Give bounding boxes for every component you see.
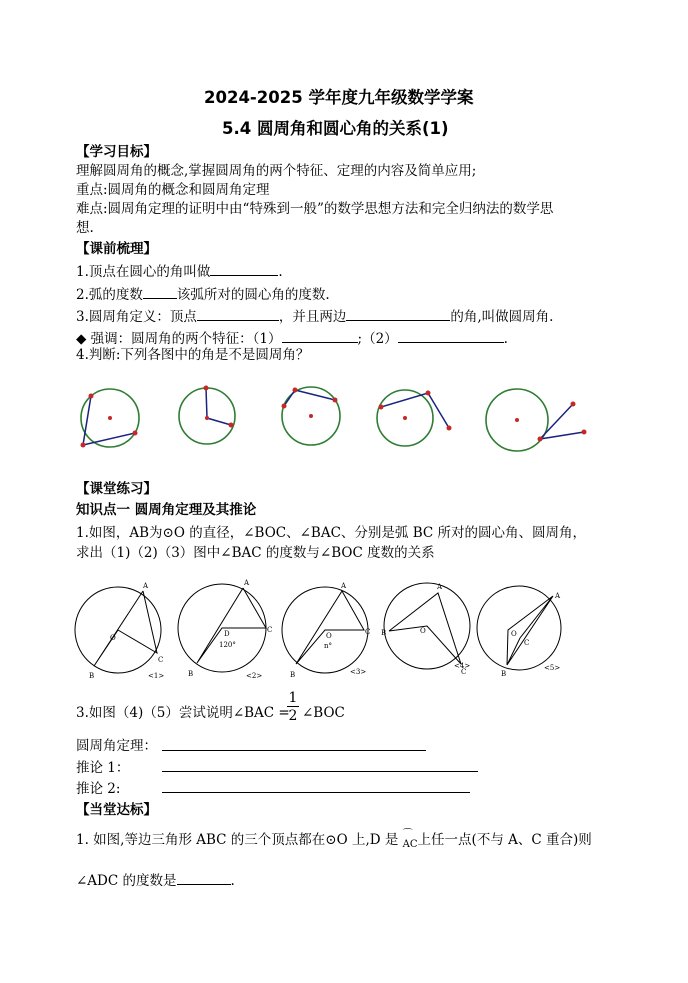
arc-ac bbox=[402, 829, 418, 854]
judge-figures bbox=[0, 378, 688, 468]
fig1-caption: <1> bbox=[148, 672, 165, 680]
target-q1-line1 bbox=[76, 831, 592, 851]
arc-label: AC bbox=[402, 839, 418, 850]
fig4-label-b: B bbox=[381, 629, 387, 637]
preview-heading: 【课前梳理】 bbox=[76, 241, 157, 257]
judge-angle-2 bbox=[206, 388, 231, 425]
fig3-lines bbox=[296, 591, 364, 664]
preview-q3 bbox=[76, 307, 553, 326]
q1-blank[interactable] bbox=[210, 262, 278, 276]
adc-angle-blank[interactable] bbox=[177, 871, 231, 885]
practice-q3-end: ∠BOC bbox=[302, 705, 345, 721]
judge-point-4b bbox=[426, 391, 431, 396]
preview-q2 bbox=[76, 285, 330, 304]
fraction-denominator: 2 bbox=[288, 708, 298, 724]
goals-line-1: 理解圆周角的概念,掌握圆周角的两个特征、定理的内容及简单应用; bbox=[76, 163, 477, 179]
judge-point-5b bbox=[538, 437, 543, 442]
judge-angle-1 bbox=[83, 396, 135, 445]
goals-difficulty: 难点:圆周角定理的证明中由“特殊到一般”的数学思想方法和完全归纳法的数学思 bbox=[76, 201, 554, 217]
emphasis-sep: ;（2） bbox=[357, 331, 398, 347]
corollary-2-label: 推论 2: bbox=[76, 781, 121, 797]
judge-point-1a bbox=[89, 394, 94, 399]
knowledge-point-1: 知识点一 圆周角定理及其推论 bbox=[76, 502, 257, 518]
fig3-label-o: O bbox=[326, 632, 332, 640]
judge-point-3a bbox=[282, 404, 287, 409]
judge-point-5a bbox=[571, 402, 576, 407]
fig4-label-o: O bbox=[420, 627, 426, 635]
target-q1-text: 1. 如图,等边三角形 ABC 的三个顶点都在⊙O 上,D 是 bbox=[76, 832, 399, 848]
judge-center-1 bbox=[108, 416, 112, 420]
q2-text: 2.弧的度数 bbox=[76, 287, 143, 303]
fig3-label-a: A bbox=[341, 582, 347, 590]
fig1-label-b: B bbox=[89, 672, 95, 680]
target-q1-text-2: 上任一点(不与 A、C 重合)则 bbox=[417, 832, 592, 848]
q2-blank[interactable] bbox=[143, 285, 177, 299]
judge-center-2 bbox=[205, 416, 209, 420]
judge-point-4c bbox=[447, 426, 452, 431]
practice-q3: 3.如图（4)（5）尝试说明∠BAC = bbox=[76, 705, 290, 721]
fig1-label-c: C bbox=[158, 656, 164, 664]
fraction-numerator: 1 bbox=[288, 690, 298, 706]
q3-blank-2[interactable] bbox=[346, 307, 450, 321]
corollary-2-blank[interactable] bbox=[162, 792, 470, 793]
q1-end: . bbox=[278, 264, 283, 280]
practice-heading: 【课堂练习】 bbox=[76, 481, 157, 497]
fig3-label-b: B bbox=[290, 671, 296, 679]
fig2-label-a: A bbox=[244, 579, 250, 587]
fig3-angle: n° bbox=[324, 642, 333, 650]
lesson-subtitle: 5.4 圆周角和圆心角的关系(1) bbox=[222, 119, 449, 138]
q3-blank-1[interactable] bbox=[197, 307, 279, 321]
fig4-label-a: A bbox=[437, 583, 443, 591]
q3-text: 3.圆周角定义：顶点 bbox=[76, 309, 197, 325]
emphasis-end: . bbox=[503, 331, 508, 347]
judge-point-2a bbox=[204, 386, 209, 391]
judge-center-5 bbox=[515, 418, 519, 422]
judge-angle-4 bbox=[381, 393, 449, 428]
theorem-figures bbox=[0, 578, 688, 688]
emphasis-blank-1[interactable] bbox=[282, 329, 358, 343]
judge-point-3b bbox=[293, 388, 298, 393]
arc-symbol: ⌒ bbox=[402, 829, 413, 840]
fig5-label-a: A bbox=[555, 592, 561, 600]
goals-difficulty-cont: 想. bbox=[76, 220, 94, 236]
judge-point-1c bbox=[133, 431, 138, 436]
practice-q1-line2: 求出（1)（2)（3）图中∠BAC 的度数与∠BOC 度数的关系 bbox=[76, 545, 435, 561]
fig2-label-d: D bbox=[224, 630, 230, 638]
target-q1-text-3: ∠ADC 的度数是 bbox=[76, 873, 177, 889]
fig1-label-a: A bbox=[143, 582, 149, 590]
q3-text-mid: ，并且两边 bbox=[278, 309, 347, 325]
fig2-angle: 120° bbox=[219, 641, 236, 649]
fig5-label-c: C bbox=[524, 639, 530, 647]
target-q1-end: . bbox=[230, 873, 235, 889]
goals-heading: 【学习目标】 bbox=[76, 144, 157, 160]
fig2-label-b: B bbox=[188, 670, 194, 678]
fig1-label-o: O bbox=[110, 634, 116, 642]
emphasis-blank-2[interactable] bbox=[398, 329, 504, 343]
fig2-label-c: C bbox=[267, 626, 273, 634]
fig5-circle bbox=[477, 586, 561, 670]
judge-point-1b bbox=[81, 443, 86, 448]
fig4-caption: <4> bbox=[454, 662, 471, 670]
corollary-1-blank[interactable] bbox=[162, 771, 478, 772]
judge-center-3 bbox=[309, 414, 313, 418]
fraction-half bbox=[287, 690, 299, 725]
q2-text-end: 该弧所对的圆心角的度数. bbox=[176, 287, 330, 303]
goals-key-point: 重点:圆周角的概念和圆周角定理 bbox=[76, 182, 270, 198]
emphasis-text: ◆ 强调：圆周角的两个特征：（1） bbox=[76, 331, 282, 347]
fig5-label-b: B bbox=[501, 670, 507, 678]
judge-center-4 bbox=[403, 416, 407, 420]
fig5-label-o: O bbox=[511, 630, 517, 638]
q3-text-end: 的角,叫做圆周角. bbox=[450, 309, 554, 325]
fig1-lines bbox=[94, 591, 157, 666]
fig5-caption: <5> bbox=[544, 664, 561, 672]
fig3-label-c: C bbox=[365, 628, 371, 636]
preview-q4: 4.判断:下列各图中的角是不是圆周角？ bbox=[76, 347, 310, 363]
fig4-label-c: C bbox=[461, 668, 467, 676]
judge-point-2b bbox=[229, 423, 234, 428]
corollary-1-label: 推论 1： bbox=[76, 760, 130, 776]
fig3-caption: <3> bbox=[350, 668, 367, 676]
theorem-blank[interactable] bbox=[162, 750, 426, 751]
target-q1-line2 bbox=[76, 871, 235, 890]
judge-point-5c bbox=[582, 430, 587, 435]
preview-q1 bbox=[76, 262, 283, 281]
judge-point-3c bbox=[333, 398, 338, 403]
document-title: 2024-2025 学年度九年级数学学案 bbox=[204, 88, 474, 107]
theorem-label: 圆周角定理： bbox=[76, 738, 157, 754]
practice-q1-line1: 1.如图，AB为⊙O 的直径，∠BOC、∠BAC、分别是弧 BC 所对的圆心角、圆周角， bbox=[76, 525, 586, 541]
q1-text: 1.顶点在圆心的角叫做 bbox=[76, 264, 211, 280]
fig2-caption: <2> bbox=[246, 672, 263, 680]
target-heading: 【当堂达标】 bbox=[76, 802, 157, 818]
judge-point-4a bbox=[379, 405, 384, 410]
